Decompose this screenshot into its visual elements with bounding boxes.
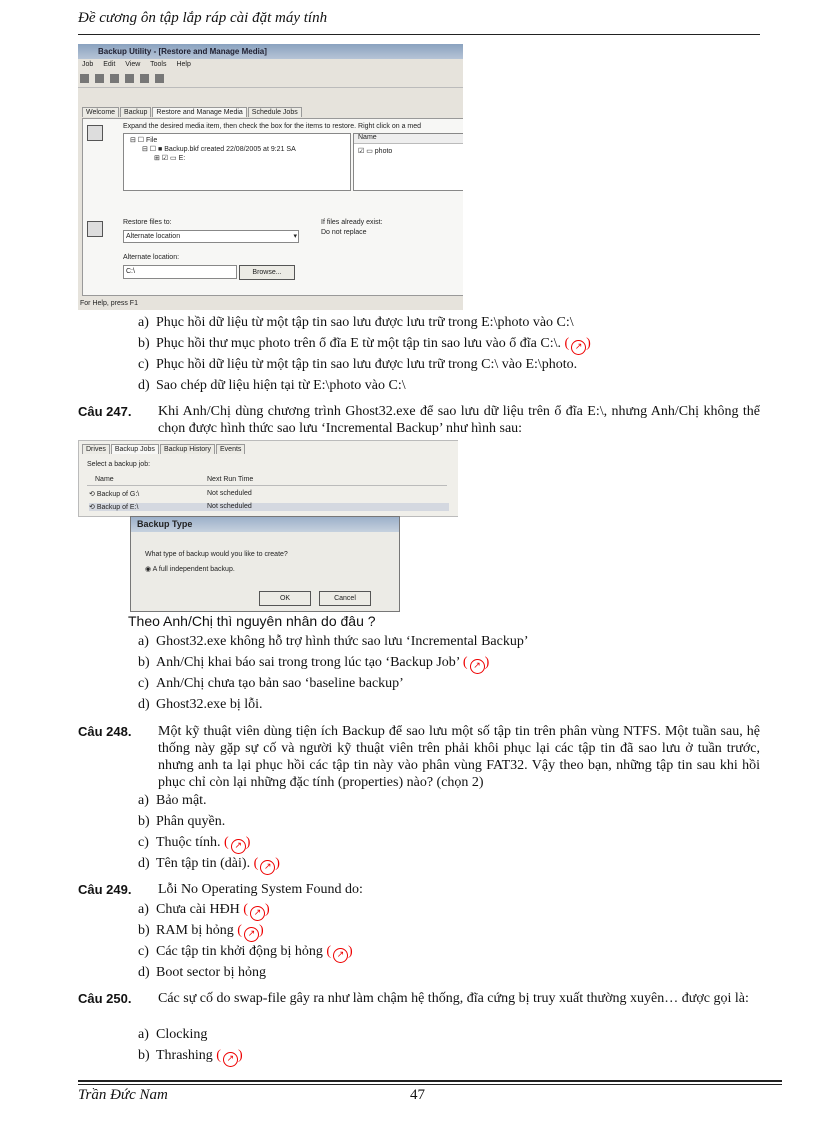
answer-option[interactable]	[138, 793, 207, 809]
answer-option[interactable]	[138, 697, 263, 713]
save-icon[interactable]	[110, 74, 119, 83]
photo-label: photo	[374, 148, 393, 155]
jobs-header	[87, 476, 447, 486]
question-text: Các sự cố do swap-file gây ra như làm chậm hệ thống, đĩa cứng bị truy xuất thường xuyên… được gọi là:	[158, 991, 749, 1006]
question-text: Một kỹ thuật viên dùng tiện ích Backup để sao lưu một số tập tin trên phân vùng NTFS. Một tuần sau, hệ thống này gặp sự cố và người kỹ thuật viên trên phải khôi phục lại các tập tin đã sao lưu ở tuần trước, nhưng anh ta lại phục hồi các tập tin này vào phân vùng FAT32. Vậy theo bạn, những tập tin sau khi hồi phục chỉ còn lại những đặc tính (properties) nào? (chọn 2)	[158, 724, 760, 790]
tab-events[interactable]: Events	[216, 444, 245, 454]
option-label: c)	[138, 357, 149, 372]
tab-drives[interactable]: Drives	[82, 444, 110, 454]
if-exist-label: If files already exist:	[321, 219, 383, 226]
answer-option[interactable]	[138, 856, 280, 875]
page-header-title: Đề cương ôn tập lắp ráp cài đặt máy tính	[78, 10, 328, 26]
option-text: Anh/Chị chưa tạo bản sao ‘baseline backup’	[156, 676, 404, 691]
tab-strip	[82, 107, 303, 117]
option-label: b)	[138, 1048, 150, 1063]
option-text: Clocking	[156, 1027, 208, 1042]
arrow-icon: ↗	[260, 860, 275, 875]
open-icon[interactable]	[95, 74, 104, 83]
question-number: Câu 249.	[78, 882, 132, 897]
correct-answer-icon: ( ↗ )	[250, 856, 280, 871]
ghost-screenshot	[78, 440, 458, 612]
arrow-icon: ↗	[244, 927, 259, 942]
job-name: Backup of G:\	[96, 491, 140, 498]
page-number: 47	[410, 1087, 425, 1103]
question-247	[78, 403, 760, 436]
tree-label-drive: E:	[178, 155, 186, 162]
window-title: Backup Utility - [Restore and Manage Media]	[78, 44, 463, 59]
menu-bar	[78, 59, 463, 71]
tab-backup-jobs[interactable]: Backup Jobs	[111, 444, 159, 454]
backup-type-dialog	[130, 516, 400, 612]
job-name: Backup of E:\	[96, 504, 139, 511]
list-item-photo[interactable]: ☑ ▭ photo	[358, 148, 393, 155]
option-text: Bảo mật.	[156, 793, 207, 808]
correct-answer-icon: ( ↗ )	[234, 923, 264, 938]
restore-wizard-icon	[87, 125, 103, 141]
question-text: Lỗi No Operating System Found do:	[158, 882, 363, 897]
file-list[interactable]	[353, 133, 463, 191]
answer-option[interactable]	[138, 1027, 207, 1043]
restore-files-to-label: Restore files to:	[123, 219, 172, 226]
option-label: d)	[138, 378, 150, 393]
tab-backup-history[interactable]: Backup History	[160, 444, 215, 454]
column-name: Name	[354, 134, 463, 144]
footer-rule-thin	[78, 1084, 782, 1085]
option-label: c)	[138, 944, 149, 959]
arrow-icon: ↗	[231, 839, 246, 854]
menu-job[interactable]: Job	[82, 61, 94, 68]
restore-location-select[interactable]	[123, 230, 299, 243]
correct-answer-icon: ( ↗ )	[213, 1048, 243, 1063]
restore-location-value: Alternate location	[126, 233, 181, 240]
menu-edit[interactable]: Edit	[103, 61, 116, 68]
browse-button[interactable]: Browse...	[239, 265, 295, 280]
option-label: d)	[138, 965, 150, 980]
option-label: b)	[138, 923, 150, 938]
option-text: Boot sector bị hỏng	[156, 965, 267, 980]
ok-button[interactable]: OK	[259, 591, 311, 606]
option-label: c)	[138, 835, 149, 850]
option-label: a)	[138, 1027, 149, 1042]
option-text: Sao chép dữ liệu hiện tại từ E:\photo vào C:\	[156, 378, 406, 393]
answer-option[interactable]	[138, 835, 250, 854]
option-label: a)	[138, 634, 149, 649]
backup-jobs-pane	[78, 440, 458, 517]
job-row-selected[interactable]	[89, 503, 449, 511]
tab-backup[interactable]: Backup	[120, 107, 151, 117]
job-row[interactable]	[89, 490, 449, 498]
arrow-icon: ↗	[223, 1052, 238, 1067]
full-backup-radio[interactable]: ◉ A full independent backup.	[145, 566, 235, 573]
question-249	[78, 881, 760, 899]
option-label: a)	[138, 315, 149, 330]
option-label: a)	[138, 902, 149, 917]
option-text: Ghost32.exe không hỗ trợ hình thức sao lưu ‘Incremental Backup’	[156, 634, 529, 649]
answer-option[interactable]	[138, 965, 266, 981]
correct-answer-icon: ( ↗ )	[459, 655, 489, 670]
arrow-icon: ↗	[250, 906, 265, 921]
properties-icon[interactable]	[140, 74, 149, 83]
option-text: Anh/Chị khai báo sai trong trong lúc tạo ‘Backup Job’	[156, 655, 460, 670]
option-text: Thuộc tính.	[156, 835, 221, 850]
backup-utility-screenshot	[78, 44, 463, 310]
answer-option[interactable]	[138, 634, 529, 650]
help-icon[interactable]	[155, 74, 164, 83]
restore-target-icon	[87, 221, 103, 237]
arrow-icon: ↗	[571, 340, 586, 355]
dialog-question: What type of backup would you like to create?	[145, 551, 288, 558]
menu-help[interactable]: Help	[176, 61, 191, 68]
option-text: Phục hồi thư mục photo trên ổ đĩa E từ một tập tin sao lưu vào ổ đĩa C:\.	[156, 336, 561, 351]
tree-label-file: File	[146, 137, 158, 144]
job-time: Not scheduled	[207, 490, 252, 497]
option-text: Phục hồi dữ liệu từ một tập tin sao lưu được lưu trữ trong E:\photo vào C:\	[156, 315, 574, 330]
answer-option[interactable]	[138, 1048, 243, 1067]
tab-schedule[interactable]: Schedule Jobs	[248, 107, 302, 117]
instruction-text: Expand the desired media item, then check the box for the items to restore. Right click on a med	[123, 123, 422, 130]
col-name: Name	[95, 476, 114, 483]
report-icon[interactable]	[125, 74, 134, 83]
arrow-icon: ↗	[333, 948, 348, 963]
option-label: b)	[138, 814, 150, 829]
status-bar: For Help, press F1	[80, 300, 138, 307]
answer-option[interactable]	[138, 336, 591, 355]
option-label: c)	[138, 676, 149, 691]
alternate-location-label: Alternate location:	[123, 254, 180, 261]
alternate-location-input[interactable]: C:\	[123, 265, 237, 279]
new-icon[interactable]	[80, 74, 89, 83]
question-number: Câu 247.	[78, 404, 132, 419]
tree-item-backup[interactable]: ⊟ ☐ ■ Backup.bkf created 22/08/2005 at 9:21 SA	[142, 146, 296, 153]
footer-author: Trần Đức Nam	[78, 1087, 168, 1103]
answer-option[interactable]	[138, 378, 406, 394]
option-label: d)	[138, 856, 150, 871]
option-text: Chưa cài HĐH	[156, 902, 240, 917]
answer-option[interactable]	[138, 655, 489, 674]
option-label: a)	[138, 793, 149, 808]
option-text: Phục hồi dữ liệu từ một tập tin sao lưu được lưu trữ trong C:\ vào E:\photo.	[156, 357, 578, 372]
answer-option[interactable]	[138, 676, 404, 692]
toolbar	[78, 71, 463, 88]
arrow-icon: ↗	[470, 659, 485, 674]
tree-item-file[interactable]: ⊟ ☐ File	[130, 137, 158, 144]
menu-view[interactable]: View	[125, 61, 141, 68]
answer-option[interactable]	[138, 944, 353, 963]
restore-panel	[82, 118, 463, 296]
chevron-down-icon: ▾	[293, 233, 297, 240]
correct-answer-icon: ( ↗ )	[221, 835, 251, 850]
question-text: Khi Anh/Chị dùng chương trình Ghost32.exe để sao lưu dữ liệu trên ổ đĩa E:\, nhưng Anh/Chị không thể chọn được hình thức sao lưu ‘Incremental Backup’ như hình sau:	[158, 404, 760, 436]
option-text: Ghost32.exe bị lỗi.	[156, 697, 263, 712]
question-247-prompt: Theo Anh/Chị thì nguyên nhân do đâu ?	[128, 613, 376, 629]
tree-label-backup: Backup.bkf created 22/08/2005 at 9:21 SA	[164, 146, 296, 153]
tab-welcome[interactable]: Welcome	[82, 107, 119, 117]
menu-tools[interactable]: Tools	[150, 61, 167, 68]
answer-option[interactable]	[138, 357, 577, 373]
if-exist-value: Do not replace	[321, 229, 367, 236]
option-text: Các tập tin khởi động bị hỏng	[156, 944, 323, 959]
job-icon: ⟲	[89, 504, 95, 511]
option-label: d)	[138, 697, 150, 712]
answer-option[interactable]	[138, 814, 225, 830]
option-text: RAM bị hỏng	[156, 923, 234, 938]
dialog-title: Backup Type	[131, 517, 399, 532]
question-250	[78, 990, 760, 1008]
radio-label: A full independent backup.	[152, 566, 235, 573]
col-next-run: Next Run Time	[207, 476, 254, 483]
option-text: Tên tập tin (dài).	[156, 856, 251, 871]
cancel-button[interactable]: Cancel	[319, 591, 371, 606]
answer-option[interactable]	[138, 923, 264, 942]
tree-item-drive-e[interactable]: ⊞ ☑ ▭ E:	[154, 155, 186, 162]
correct-answer-icon: ( ↗ )	[561, 336, 591, 351]
correct-answer-icon: ( ↗ )	[323, 944, 353, 959]
correct-answer-icon: ( ↗ )	[240, 902, 270, 917]
option-label: b)	[138, 655, 150, 670]
select-job-label: Select a backup job:	[87, 461, 151, 468]
answer-option[interactable]	[138, 315, 574, 331]
ghost-tabs	[82, 444, 246, 454]
option-text: Thrashing	[156, 1048, 213, 1063]
header-rule	[78, 34, 760, 35]
option-text: Phân quyền.	[156, 814, 226, 829]
option-label: b)	[138, 336, 150, 351]
question-number: Câu 248.	[78, 724, 132, 739]
job-time: Not scheduled	[207, 503, 252, 510]
media-tree[interactable]	[123, 133, 351, 191]
footer-rule	[78, 1080, 782, 1082]
answer-option[interactable]	[138, 902, 270, 921]
tab-restore[interactable]: Restore and Manage Media	[152, 107, 246, 117]
question-number: Câu 250.	[78, 991, 132, 1006]
job-icon: ⟲	[89, 491, 95, 498]
question-248	[78, 723, 760, 790]
